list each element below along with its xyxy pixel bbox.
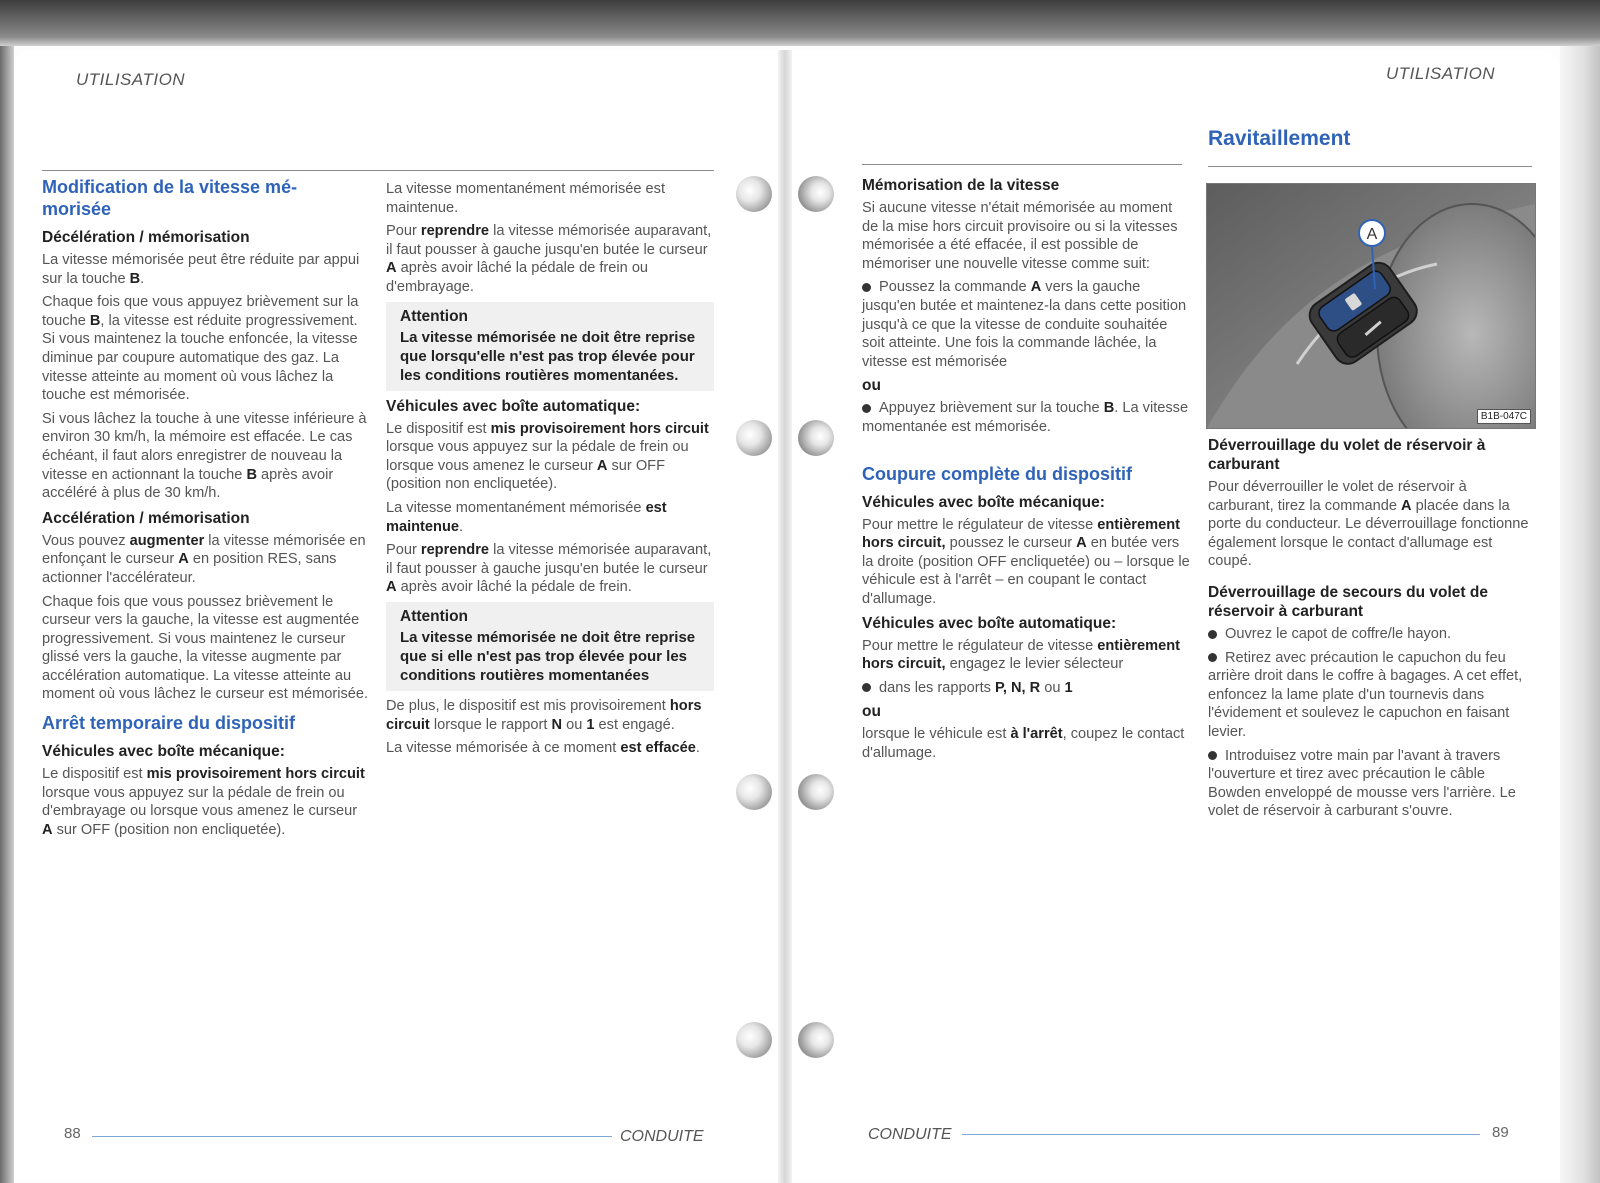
bold-text: augmenter xyxy=(129,532,205,549)
left-column-2 xyxy=(386,180,714,763)
text: . La vitesse momentanée est mémorisée. xyxy=(862,400,1189,435)
bold-text: à l'arrêt xyxy=(1010,726,1063,743)
bold-text: N xyxy=(551,716,563,733)
footer-section-left: CONDUITE xyxy=(620,1128,704,1145)
text: Introduisez votre main par l'avant à travers l'ouverture et tirez avec précaution le câble Bowden enveloppé de mousse vers l'arrière. Le volet de réservoir à carburant s'ouvre. xyxy=(1208,747,1516,820)
text: poussez le curseur xyxy=(945,535,1077,552)
text: après avoir accéléré à plus de 30 km/h. xyxy=(42,466,334,502)
text: , la vitesse est réduite progressivement. Si vous maintenez la touche enfoncée, la vitesse diminue par coupure automatique des gaz. La vitesse atteinte au moment où vous lâchez la touche est mémorisée. xyxy=(42,312,358,404)
figure-code: B1B-047C xyxy=(1477,409,1531,424)
fuel-flap-release-figure xyxy=(1206,183,1536,429)
subsection-title: Décélération / mémorisation xyxy=(42,229,250,246)
paragraph xyxy=(42,251,370,288)
bullet-item xyxy=(862,278,1192,371)
text: lorsque vous appuyez sur la pédale de frein ou lorsque vous amenez le curseur xyxy=(386,439,689,474)
bold-text: A xyxy=(1030,279,1042,296)
bold-text: reprendre xyxy=(420,542,490,559)
paragraph xyxy=(862,725,1192,762)
text: Vous pouvez xyxy=(42,532,130,549)
paragraph: La vitesse momentanément mémorisée est maintenue. xyxy=(386,181,666,216)
text: Retirez avec précaution le capuchon du feu arrière droit dans le coffre à bagages. A cet effet, enfoncez la lame plate d'un tournevis dans l'évidement et soulevez le capuchon en faisant levier. xyxy=(1208,649,1523,740)
book-left-edge xyxy=(0,46,14,1183)
text: . xyxy=(140,270,145,287)
footer-rule-right xyxy=(962,1134,1480,1135)
text: vers la gauche jusqu'en butée et maintenez-la dans cette position jusqu'à ce que la vitesse de conduite souhaitée soit atteinte. Une fois la commande lâchée, la vitesse est mémorisée xyxy=(862,279,1187,370)
top-rule-left xyxy=(42,170,714,171)
attention-box xyxy=(386,302,714,391)
bold-text: A xyxy=(42,821,53,838)
text: en position RES, sans actionner l'accélérateur. xyxy=(42,551,337,586)
paragraph xyxy=(386,499,714,536)
right-column-2 xyxy=(1208,436,1536,826)
paragraph xyxy=(862,637,1192,674)
subsection-title: Véhicules avec boîte automatique: xyxy=(862,614,1117,632)
right-column-1 xyxy=(862,176,1192,767)
bold-text: entièrement hors circuit, xyxy=(862,516,1180,552)
text: ou xyxy=(1040,679,1065,696)
paragraph xyxy=(1208,478,1536,571)
bold-text: entièrement hors circuit, xyxy=(862,637,1180,673)
text: La vitesse mémorisée peut être réduite par appui sur la touche xyxy=(42,252,360,287)
bold-text: B xyxy=(246,466,257,483)
binding-ring-icon xyxy=(736,1022,772,1058)
paragraph: Si aucune vitesse n'était mémorisée au moment de la mise hors circuit provisoire ou si la vitesses mémorisée a été effacée, il est possible de mémoriser une nouvelle vitesse comme suit: xyxy=(862,200,1178,272)
text: Pour mettre le régulateur de vitesse xyxy=(862,637,1098,654)
text: Si vous lâchez la touche à une vitesse inférieure à environ 30 km/h, la mémoire est effacée. Le cas échéant, il faut alors enregistrer de nouveau la vitesse en actionnant la touche xyxy=(42,410,367,483)
text: Pour xyxy=(386,542,421,559)
top-rule-right-col3 xyxy=(862,164,1182,165)
text: est engagé. xyxy=(594,716,675,733)
paragraph xyxy=(386,222,714,296)
bold-text: mis provisoirement hors circuit xyxy=(146,766,365,783)
text: lorsque le rapport xyxy=(429,716,552,733)
text: ou xyxy=(562,716,587,733)
section-heading: Coupure complète du dispositif xyxy=(862,463,1133,484)
bold-text: A xyxy=(178,551,189,568)
bullet-icon xyxy=(1208,653,1217,662)
paragraph xyxy=(862,516,1192,609)
subsection-title: Véhicules avec boîte mécanique: xyxy=(42,743,285,761)
footer-rule-left xyxy=(92,1136,612,1137)
attention-body: La vitesse mémorisée ne doit être reprise que si elle n'est pas trop élevée pour les conditions routières momentanées xyxy=(400,628,696,684)
book-right-edge xyxy=(1560,46,1600,1183)
binding-ring-icon xyxy=(798,1022,834,1058)
bold-text: A xyxy=(1076,535,1087,552)
text: Pour déverrouiller le volet de réservoir à carburant, tirez la commande xyxy=(1208,479,1467,514)
scanner-top-shadow xyxy=(0,0,1600,46)
text: De plus, le dispositif est mis provisoirement xyxy=(386,697,670,714)
subsection-title: Accélération / mémorisation xyxy=(42,509,250,527)
bold-text: est effacée xyxy=(620,740,696,757)
running-head-right: UTILISATION xyxy=(1386,64,1496,83)
binding-ring-icon xyxy=(798,176,834,212)
subsection-title: Mémorisation de la vitesse xyxy=(862,177,1060,194)
text: Chaque fois que vous appuyez brièvement sur la touche xyxy=(42,294,359,329)
text: lorsque vous appuyez sur la pédale de frein ou d'embrayage ou lorsque vous amenez le curseur xyxy=(42,784,358,820)
text: . xyxy=(458,518,464,535)
paragraph: Chaque fois que vous poussez brièvement le curseur vers la gauche, la vitesse est augmentée progressivement. Si vous maintenez le curseur glissé vers la gauche, la vitesse augmente par accélération automatique. La vitesse atteinte au moment où vous lâchez le curseur est mémorisée. xyxy=(42,593,369,703)
or-label: ou xyxy=(862,377,881,395)
top-rule-right-col4 xyxy=(1208,166,1532,167)
bullet-icon xyxy=(1208,751,1217,760)
bold-text: A xyxy=(386,579,397,596)
paragraph xyxy=(386,541,714,597)
binding-ring-icon xyxy=(736,176,772,212)
text: Appuyez brièvement sur la touche xyxy=(879,400,1104,417)
text: Poussez la commande xyxy=(879,279,1031,296)
text: la vitesse mémorisée auparavant, il faut pousser à gauche jusqu'en butée le curseur xyxy=(386,223,712,258)
paragraph xyxy=(42,293,370,405)
subsection-title: Déverrouillage du volet de réservoir à carburant xyxy=(1208,437,1486,473)
binding-ring-icon xyxy=(736,774,772,810)
bold-text: B xyxy=(129,270,141,287)
text: Ouvrez le capot de coffre/le hayon. xyxy=(1225,625,1452,642)
bold-text: 1 xyxy=(586,716,595,733)
section-heading-ravitaillement: Ravitaillement xyxy=(1208,127,1351,150)
text: La vitesse mémorisée à ce moment xyxy=(386,740,621,757)
bold-text: est maintenue xyxy=(386,499,667,535)
running-head-left: UTILISATION xyxy=(76,70,186,89)
bold-text: 1 xyxy=(1064,679,1073,696)
text: sur OFF (position non encliquetée). xyxy=(52,821,286,838)
footer-section-right: CONDUITE xyxy=(868,1126,952,1143)
text: Le dispositif est xyxy=(386,420,491,437)
text: sur OFF (position non encliquetée). xyxy=(386,457,666,493)
text: . xyxy=(695,740,700,757)
left-column-1 xyxy=(42,176,370,844)
bullet-icon xyxy=(862,404,871,413)
bold-text: B xyxy=(1103,400,1115,417)
text: Pour xyxy=(386,223,421,240)
bold-text: mis provisoirement hors circuit xyxy=(490,420,709,437)
text: dans les rapports xyxy=(879,679,996,696)
text: La vitesse momentanément mémorisée xyxy=(386,499,646,516)
page-number-left: 88 xyxy=(64,1125,81,1142)
section-heading: Arrêt temporaire du dispositif xyxy=(42,713,296,734)
bold-text: B xyxy=(89,312,101,329)
bullet-icon xyxy=(862,683,871,692)
attention-title: Attention xyxy=(400,307,469,325)
figure-callout-label: A xyxy=(1366,226,1378,243)
bullet-item xyxy=(862,679,1192,698)
section-heading: Modification de la vitesse mé- morisée xyxy=(42,177,298,219)
paragraph xyxy=(386,420,714,494)
subsection-title: Véhicules avec boîte automatique: xyxy=(386,397,641,415)
paragraph xyxy=(42,532,370,588)
binding-ring-icon xyxy=(736,420,772,456)
paragraph xyxy=(386,697,714,734)
text: la vitesse mémorisée auparavant, il faut pousser à gauche jusqu'en butée le curseur xyxy=(386,542,712,577)
text: placée dans la porte du conducteur. Le déverrouillage fonctionne également lorsque le contact d'allumage est coupé. xyxy=(1208,497,1529,570)
bold-text: A xyxy=(596,457,608,474)
attention-body: La vitesse mémorisée ne doit être reprise que lorsqu'elle n'est pas trop élevée pour les conditions routières momentanées. xyxy=(400,328,696,384)
text: Pour mettre le régulateur de vitesse xyxy=(862,516,1098,533)
binding-ring-icon xyxy=(798,774,834,810)
bullet-item xyxy=(1208,625,1536,644)
paragraph xyxy=(42,410,370,503)
bullet-item xyxy=(862,399,1192,436)
subsection-title: Véhicules avec boîte mécanique: xyxy=(862,493,1105,511)
bold-text: reprendre xyxy=(420,223,490,240)
or-label: ou xyxy=(862,703,881,721)
attention-box xyxy=(386,602,714,691)
text: engagez le levier sélecteur xyxy=(945,656,1124,673)
text: après avoir lâché la pédale de frein. xyxy=(396,579,632,596)
text: , coupez le contact d'allumage. xyxy=(862,726,1185,761)
bullet-item xyxy=(1208,747,1536,821)
paragraph xyxy=(42,765,370,839)
bullet-item xyxy=(1208,649,1536,742)
text: la vitesse mémorisée en enfonçant le curseur xyxy=(42,532,366,568)
book-spine xyxy=(778,50,792,1183)
bold-text: A xyxy=(386,260,397,277)
attention-title: Attention xyxy=(400,607,469,625)
text: en butée vers la droite (position OFF encliquetée) ou – lorsque le véhicule est à l'arrêt – en coupant le contact d'allumage. xyxy=(862,535,1190,607)
binding-ring-icon xyxy=(798,420,834,456)
bold-text: hors circuit xyxy=(386,697,702,733)
text: lorsque le véhicule est xyxy=(862,726,1011,743)
bold-text: A xyxy=(1401,497,1412,514)
bullet-icon xyxy=(862,283,871,292)
bold-text: P, N, R xyxy=(995,679,1041,696)
page-number-right: 89 xyxy=(1492,1124,1509,1141)
paragraph xyxy=(386,739,714,758)
subsection-title: Déverrouillage de secours du volet de réservoir à carburant xyxy=(1208,583,1488,620)
text: Le dispositif est xyxy=(42,766,147,783)
door-panel-illustration xyxy=(1207,184,1535,428)
text: après avoir lâché la pédale de frein ou d'embrayage. xyxy=(386,260,649,295)
bullet-icon xyxy=(1208,630,1217,639)
